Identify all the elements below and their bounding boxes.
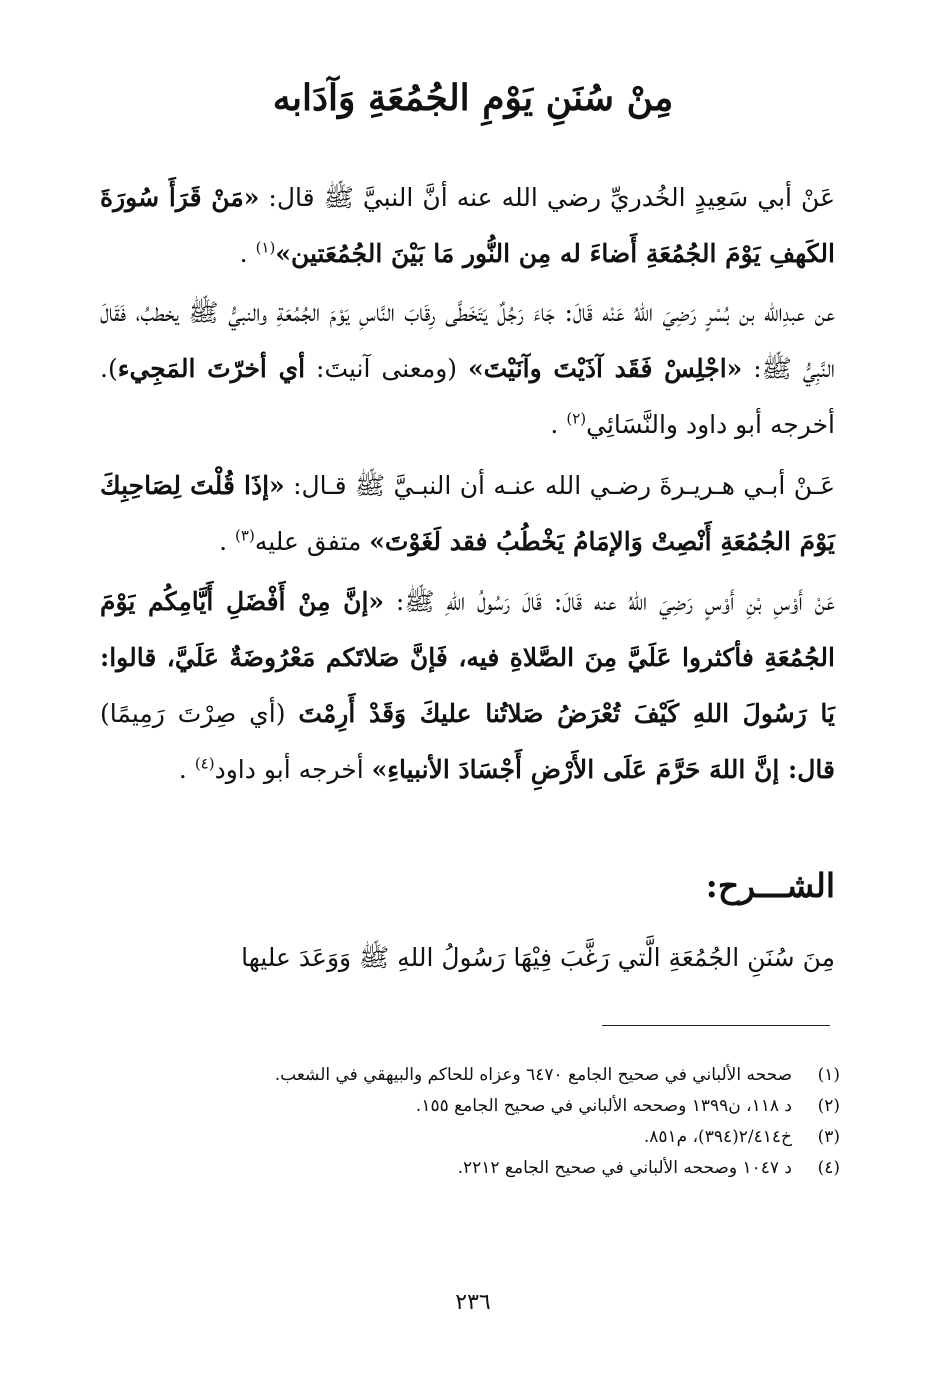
footnote-ref-1[interactable]: (١) [255,238,276,257]
paragraph-4-ending: . [178,755,195,784]
paragraph-1 [100,170,835,282]
paragraph-1-ending: . [239,239,256,268]
footnote-text: د ١٠٤٧ وصححه الألباني في صحيح الجامع ٢٢١٢. [457,1158,792,1178]
footnotes-list [150,1060,840,1184]
footnote-3 [150,1122,840,1153]
paragraph-3 [100,458,835,570]
footnote-ref-4[interactable]: (٤) [194,754,215,773]
sharh-text: مِنَ سُنَنِ الجُمُعَةِ الَّتي رَغَّبَ فِيْهَا رَسُولُ اللهِ ﷺ وَوَعَدَ عليها [241,943,835,972]
paragraph-4-hadith-a: «إنَّ مِنْ أَفْضَلِ أَيَّامِكُم يَوْمَ الجُمُعَةِ فأكثروا عَلَيَّ مِنَ الصَّلاةِ فيه، فَإنَّ صَلاتَكم مَعْرُوضَةٌ عَلَيَّ، قالوا: يَا رَسُولَ اللهِ كَيْفَ تُعْرَضُ صَلاتُنا عليكَ وَقَدْ أَرِمْتَ [100,587,835,728]
paragraph-2-middle: (ومعنى آنيتَ: [305,354,468,383]
paragraph-1-hadith: «مَنْ قَرَأَ سُورَةَ الكَهفِ يَوْمَ الجُمُعَةِ أَضاءَ له مِن النُّور مَا بَيْنَ الجُمُعَتين» [100,183,835,268]
footnote-2 [150,1091,840,1122]
footnote-number: (٤) [817,1158,840,1178]
footnote-ref-2[interactable]: (٢) [566,409,587,428]
paragraph-2-hadith: «اجْلِسْ فَقَد آذَيْتَ وآنَيْتَ» [468,354,743,383]
paragraph-3-hadith: «إذَا قُلْتَ لِصَاحِبِكَ يَوْمَ الجُمُعَةِ أَنْصِتْ وَالإمَامُ يَخْطُبُ فقد لَغَوْتَ» [100,471,835,556]
sharh-heading: الشـــرح: [705,866,835,905]
paragraph-2-ending-pre: ). أخرجه أبو داود والنَّسَائِي [100,354,835,439]
paragraph-2 [100,285,835,453]
paragraph-4 [100,574,835,798]
paragraph-4-hadith-b: قال: إنَّ اللهَ حَرَّمَ عَلَى الأَرْضِ أَجْسَادَ الأنبياءِ» [371,755,835,784]
paragraph-4-intro: عَنْ أَوْسِ بْنِ أَوْسٍ رَضِيَ اللهُ عنه قَالَ: قَالَ رَسُولُ اللهِ ﷺ: [384,587,835,616]
paragraph-2-ending: . [550,410,567,439]
footnote-text: صححه الألباني في صحيح الجامع ٦٤٧٠ وعزاه للحاكم والبيهقي في الشعب. [274,1065,792,1085]
footnote-number: (١) [817,1065,840,1085]
footnote-number: (٢) [817,1096,840,1116]
page-title: مِنْ سُنَنِ يَوْمِ الجُمُعَةِ وَآدَابه [272,77,674,119]
paragraph-4-aside: (أي صِرْتَ رَمِيمًا) [100,699,299,728]
paragraph-3-after: متفق عليه [254,527,370,556]
paragraph-2-explanation: أي أخرّتَ المَجِيء [117,354,306,383]
footnote-divider [602,1025,830,1026]
footnote-text: د ١١٨، ن١٣٩٩ وصححه الألباني في صحيح الجامع ١٥٥. [415,1096,792,1116]
paragraph-3-ending: . [219,527,236,556]
footnote-text: خ٢/٤١٤(٣٩٤)، م٨٥١. [643,1127,792,1147]
footnote-4 [150,1153,840,1184]
footnote-number: (٣) [817,1127,840,1147]
paragraph-4-after: أخرجه أبو داود [214,755,372,784]
footnote-ref-3[interactable]: (٣) [235,526,255,545]
paragraph-1-intro: عَنْ أبي سَعِيدٍ الخُدريِّ رضي الله عنه أنَّ النبيَّ ﷺ قال: [259,183,835,212]
paragraph-2-intro: عن عبدِالله بن بُسْرٍ رَضِيَ اللهُ عَنْه قَالَ: جَاءَ رَجُلٌ يَتَخَطَّى رِقَابَ النَّاسِ يَوْمَ الجُمُعَةِ والنبيُّ ﷺ يخطبُ، فَقَالَ النَّبِيُّ ﷺ: [100,298,835,383]
footnote-1 [150,1060,840,1091]
page-number: ٢٣٦ [455,1290,491,1315]
paragraph-3-intro: عَـنْ أبـي هـريـرةَ رضـي الله عنـه أن النبـيَّ ﷺ قـال: [284,471,835,500]
